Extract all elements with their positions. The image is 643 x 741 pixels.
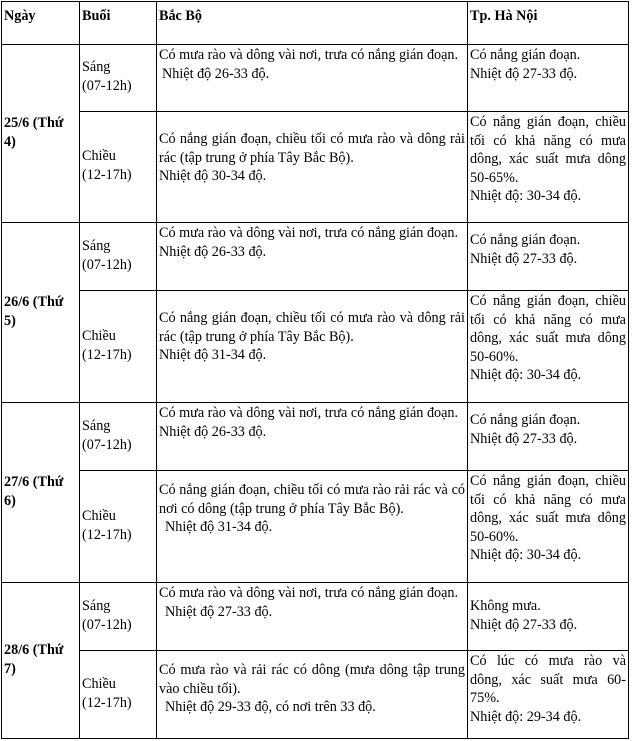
hanoi-temperature: Nhiệt độ 27-33 độ. xyxy=(470,65,578,82)
header-hanoi: Tp. Hà Nội xyxy=(468,2,629,45)
north-description: Có mưa rào và dông vài nơi, trưa có nắng gián đoạn. xyxy=(159,585,459,601)
session-label: Sáng xyxy=(82,417,111,434)
date-cell: 27/6 (Thứ 6) xyxy=(2,403,80,583)
north-description: Có nắng gián đoạn, chiều tối có mưa rào rải rác và có nơi có dông (tập trung ở phía Tây Bắc Bộ). xyxy=(159,482,465,517)
header-session: Buổi xyxy=(80,2,157,45)
table-row xyxy=(2,403,629,471)
header-day: Ngày xyxy=(2,2,80,45)
table-row xyxy=(2,651,629,739)
weather-forecast-table xyxy=(1,1,629,739)
hanoi-cell xyxy=(468,112,629,223)
hanoi-cell xyxy=(468,291,629,403)
table-row xyxy=(2,223,629,291)
hanoi-description: Có nắng gián đoạn. xyxy=(470,412,581,428)
north-cell xyxy=(157,291,468,403)
hanoi-cell xyxy=(468,651,629,739)
session-hours: (12-17h) xyxy=(82,694,132,711)
header-north: Bắc Bộ xyxy=(157,2,468,45)
header-row xyxy=(2,2,629,45)
hanoi-temperature: Nhiệt độ: 30-34 độ. xyxy=(470,367,582,384)
session-hours: (12-17h) xyxy=(82,167,132,183)
table-row xyxy=(2,291,629,403)
north-description: Có mưa rào và dông vài nơi, trưa có nắng gián đoạn. xyxy=(159,47,459,63)
date-cell: 25/6 (Thứ 4) xyxy=(2,45,80,223)
hanoi-description: Có nắng gián đoạn, chiều tối có khả năng có mưa dông, xác suất mưa dông 50-65%. xyxy=(470,114,626,186)
hanoi-cell xyxy=(468,223,629,291)
hanoi-description: Có lúc có mưa rào và dông, xác suất mưa 60-75%. xyxy=(470,653,626,707)
table-row xyxy=(2,471,629,583)
north-temperature: Nhiệt độ 26-33 độ. xyxy=(159,243,267,260)
forecast-body xyxy=(2,45,629,739)
session-label: Chiều xyxy=(82,507,116,524)
hanoi-temperature: Nhiệt độ: 30-34 độ. xyxy=(470,188,582,205)
hanoi-cell xyxy=(468,403,629,471)
north-cell xyxy=(157,112,468,223)
north-description: Có mưa rào và dông vài nơi, trưa có nắng gián đoạn. xyxy=(159,405,459,421)
north-description: Có mưa rào và rải rác có dông (mưa dông tập trung vào chiều tối). xyxy=(159,662,465,697)
hanoi-temperature: Nhiệt độ: 30-34 độ. xyxy=(470,547,582,564)
date-cell: 26/6 (Thứ 5) xyxy=(2,223,80,403)
hanoi-temperature: Nhiệt độ: 29-34 độ. xyxy=(470,708,582,725)
north-cell xyxy=(157,583,468,651)
hanoi-cell xyxy=(468,471,629,583)
session-cell xyxy=(80,583,157,651)
north-cell xyxy=(157,223,468,291)
session-label: Sáng xyxy=(82,237,111,254)
hanoi-temperature: Nhiệt độ 27-33 độ. xyxy=(470,616,578,633)
session-cell xyxy=(80,223,157,291)
hanoi-temperature: Nhiệt độ 27-33 độ. xyxy=(470,250,578,267)
north-cell xyxy=(157,403,468,471)
session-hours: (07-12h) xyxy=(82,616,132,633)
session-hours: (07-12h) xyxy=(82,436,132,453)
session-hours: (12-17h) xyxy=(82,526,132,543)
hanoi-description: Có nắng gián đoạn. xyxy=(470,47,581,63)
north-temperature: Nhiệt độ 29-33 độ, có nơi trên 33 độ. xyxy=(165,699,376,716)
north-cell xyxy=(157,651,468,739)
session-label: Chiều xyxy=(82,327,116,344)
hanoi-description: Có nắng gián đoạn, chiều tối có khả năng có mưa dông, xác suất mưa dông 50-60%. xyxy=(470,473,626,545)
hanoi-cell xyxy=(468,45,629,112)
north-description: Có nắng gián đoạn, chiều tối có mưa rào và dông rải rác (tập trung ở phía Tây Bắc Bộ). xyxy=(159,310,465,345)
hanoi-description: Có nắng gián đoạn. xyxy=(470,232,581,248)
session-cell xyxy=(80,651,157,739)
north-temperature: Nhiệt độ 26-33 độ. xyxy=(162,65,270,82)
session-cell xyxy=(80,112,157,223)
table-row xyxy=(2,112,629,223)
session-hours: (07-12h) xyxy=(82,256,132,273)
north-temperature: Nhiệt độ 30-34 độ. xyxy=(159,168,267,185)
session-label: Chiều xyxy=(82,148,116,165)
hanoi-description: Có nắng gián đoạn, chiều tối có khả năng có mưa dông, xác suất mưa dông 50-60%. xyxy=(470,293,626,365)
table-row xyxy=(2,583,629,651)
session-cell xyxy=(80,45,157,112)
north-temperature: Nhiệt độ 26-33 độ. xyxy=(159,423,267,440)
table-row xyxy=(2,45,629,112)
session-label: Sáng xyxy=(82,597,111,614)
session-cell xyxy=(80,291,157,403)
session-label: Sáng xyxy=(82,59,111,76)
date-cell: 28/6 (Thứ 7) xyxy=(2,583,80,739)
north-cell xyxy=(157,471,468,583)
session-hours: (12-17h) xyxy=(82,346,132,363)
session-hours: (07-12h) xyxy=(82,78,132,94)
hanoi-temperature: Nhiệt độ 27-33 độ. xyxy=(470,430,578,447)
session-label: Chiều xyxy=(82,675,116,692)
north-description: Có nắng gián đoạn, chiều tối có mưa rào và dông rải rác (tập trung ở phía Tây Bắc Bộ). xyxy=(159,131,465,166)
session-cell xyxy=(80,471,157,583)
north-temperature: Nhiệt độ 31-34 độ. xyxy=(165,519,273,536)
session-cell xyxy=(80,403,157,471)
hanoi-cell xyxy=(468,583,629,651)
north-temperature: Nhiệt độ 31-34 độ. xyxy=(159,347,267,364)
north-description: Có mưa rào và dông vài nơi, trưa có nắng gián đoạn. xyxy=(159,225,459,241)
north-temperature: Nhiệt độ 27-33 độ. xyxy=(165,603,273,620)
hanoi-description: Không mưa. xyxy=(470,598,541,614)
north-cell xyxy=(157,45,468,112)
